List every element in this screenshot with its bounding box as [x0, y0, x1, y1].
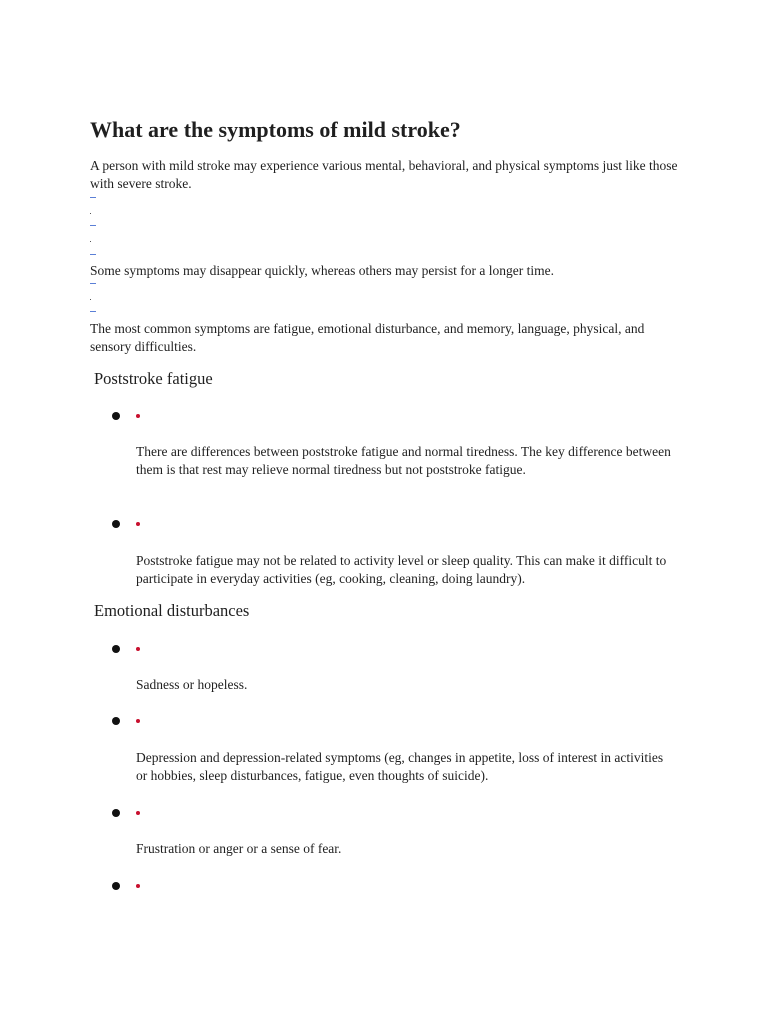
section-heading-fatigue: Poststroke fatigue	[94, 369, 213, 388]
list-bullet	[112, 882, 120, 890]
bullet-marker	[136, 414, 140, 418]
list-bullet	[112, 412, 120, 420]
list-bullet	[112, 717, 120, 725]
citation-separator	[90, 299, 91, 300]
citation-link[interactable]	[90, 254, 96, 255]
citation-separator	[90, 241, 91, 242]
list-item: Sadness or hopeless.	[136, 677, 248, 692]
citation-separator	[90, 213, 91, 214]
list-bullet	[112, 809, 120, 817]
bullet-marker	[136, 884, 140, 888]
bullet-marker	[136, 647, 140, 651]
paragraph-common-symptoms: The most common symptoms are fatigue, emotional disturbance, and memory, language, physical, and sensory difficulties.	[90, 321, 645, 354]
bullet-marker	[136, 719, 140, 723]
citation-link[interactable]	[90, 225, 96, 226]
page-title: What are the symptoms of mild stroke?	[90, 117, 461, 142]
list-item: There are differences between poststroke fatigue and normal tiredness. The key difference between them is that rest may relieve normal tiredness but not poststroke fatigue.	[136, 444, 671, 477]
citation-link[interactable]	[90, 283, 96, 284]
citation-link[interactable]	[90, 197, 96, 198]
citation-link[interactable]	[90, 311, 96, 312]
list-item: Frustration or anger or a sense of fear.	[136, 841, 342, 856]
bullet-marker	[136, 811, 140, 815]
section-heading-emotional: Emotional disturbances	[94, 601, 250, 620]
list-bullet	[112, 645, 120, 653]
bullet-marker	[136, 522, 140, 526]
intro-paragraph: A person with mild stroke may experience various mental, behavioral, and physical symptoms just like those with severe stroke.	[90, 158, 678, 191]
list-item: Depression and depression-related symptoms (eg, changes in appetite, loss of interest in activities or hobbies, sleep disturbances, fatigue, even thoughts of suicide).	[136, 750, 664, 783]
list-bullet	[112, 520, 120, 528]
paragraph-symptoms-duration: Some symptoms may disappear quickly, whereas others may persist for a longer time.	[90, 263, 555, 278]
list-item: Poststroke fatigue may not be related to activity level or sleep quality. This can make it difficult to participate in everyday activities (eg, cooking, cleaning, doing laundry).	[136, 553, 667, 586]
